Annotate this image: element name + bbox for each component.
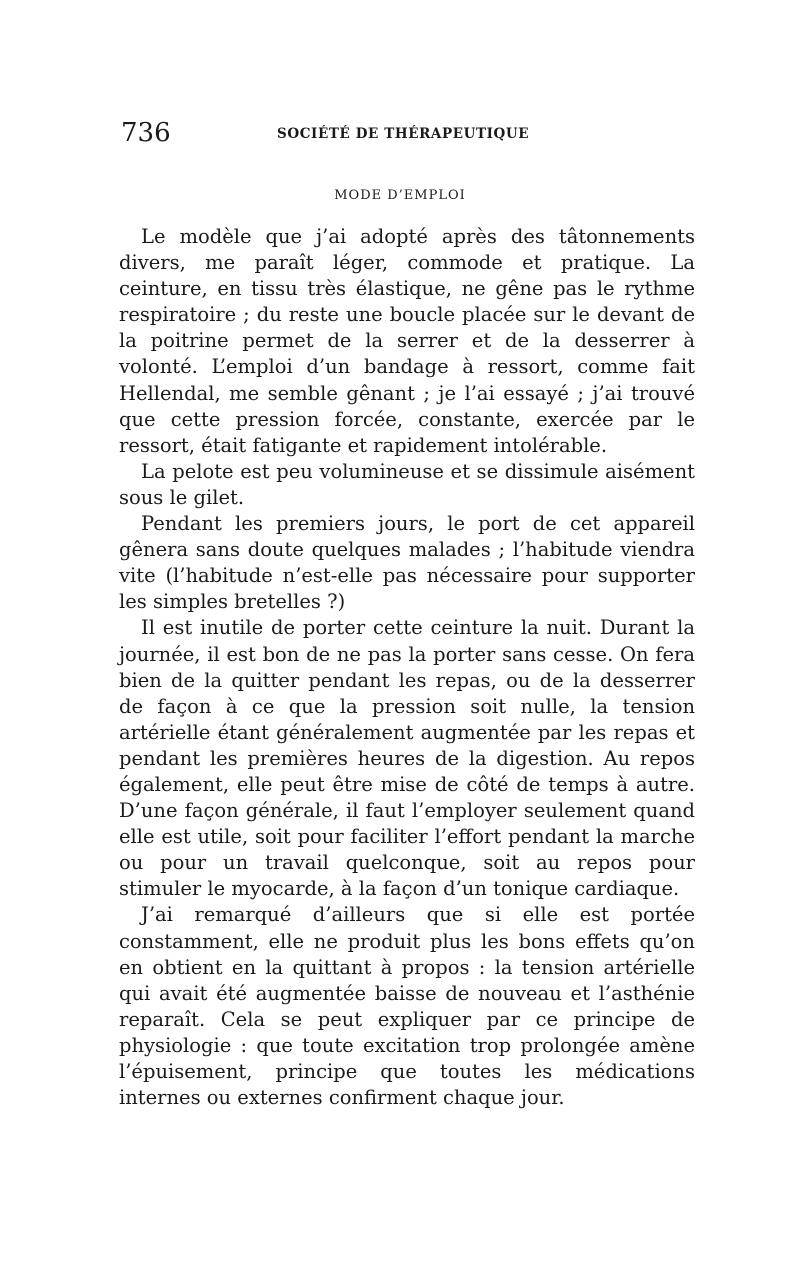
paragraph: Pendant les premiers jours, le port de cet appareil gênera sans doute quelques malades ; l’habitude viendra vite (l’habitude n’est-elle pas nécessaire pour supporter les simples bretelles ?) (119, 512, 695, 614)
running-title: SOCIÉTÉ DE THÉRAPEUTIQUE (277, 126, 530, 142)
paragraph: Le modèle que j’ai adopté après des tâtonnements divers, me paraît léger, commode et pratique. La ceinture, en tissu très élastique, ne gêne pas le rythme respiratoire ; du reste une boucle placée sur le devant de la poitrine permet de la serrer et de la desserrer à volonté. L’emploi d’un bandage à ressort, comme fait Hellendal, me semble gênant ; je l’ai essayé ; j’ai trouvé que cette pression forcée, constante, exercée par le ressort, était fatigante et rapidement intolérable. (119, 225, 695, 457)
running-header (121, 118, 695, 148)
body-text (119, 224, 695, 1111)
paragraph: J’ai remarqué d’ailleurs que si elle est portée constamment, elle ne produit plus les bons effets qu’on en obtient en la quittant à propos : la tension artérielle qui avait été augmentée baisse de nouveau et l’asthénie reparaît. Cela se peut expliquer par ce principe de physiologie : que toute excitation trop prolongée amène l’épuisement, principe que toutes les médications internes ou externes confirment chaque jour. (119, 903, 695, 1110)
paragraph: Il est inutile de porter cette ceinture la nuit. Durant la journée, il est bon de ne pas la porter sans cesse. On fera bien de la quitter pendant les repas, ou de la desserrer de façon à ce que la pression soit nulle, la tension artérielle étant généralement augmentée par les repas et pendant les premières heures de la digestion. Au repos également, elle peut être mise de côté de temps à autre. D’une façon générale, il faut l’employer seulement quand elle est utile, soit pour faciliter l’effort pendant la marche ou pour un travail quelconque, soit au repos pour stimuler le myocarde, à la façon d’un tonique cardiaque. (119, 616, 695, 901)
paragraph: La pelote est peu volumineuse et se dissimule aisément sous le gilet. (119, 459, 695, 509)
page-number: 736 (121, 118, 171, 148)
section-title: MODE D’EMPLOI (334, 188, 466, 203)
